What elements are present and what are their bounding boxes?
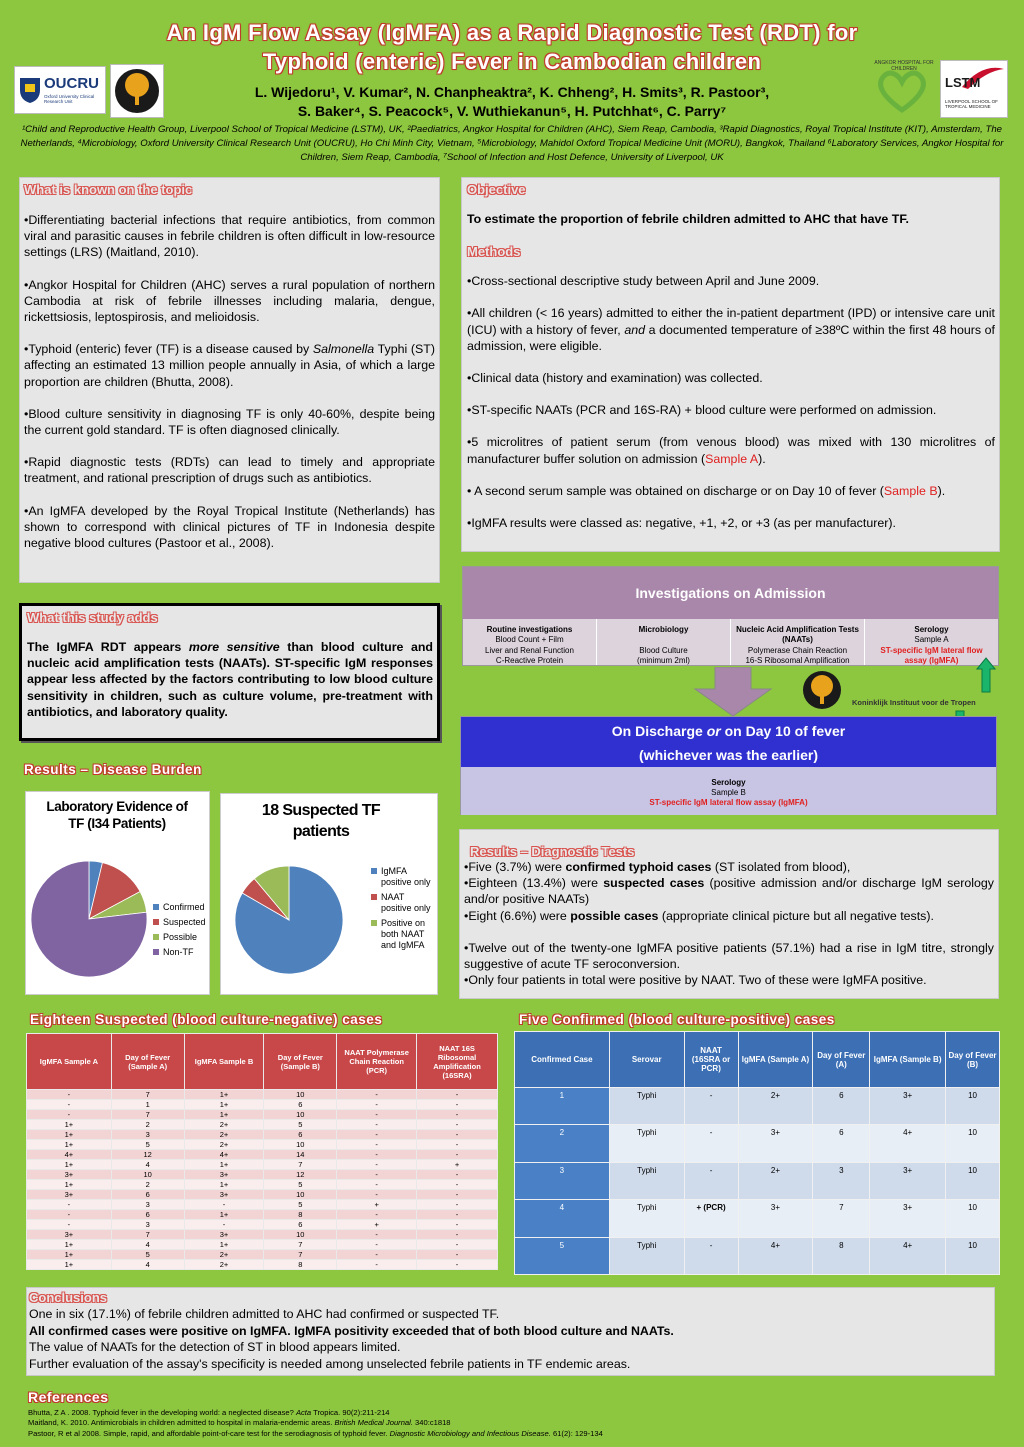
table-cell: 4+ (27, 1150, 112, 1160)
table-cell: - (184, 1200, 264, 1210)
table-cell: 8 (264, 1210, 337, 1220)
reference-item: Bhutta, Z A . 2008. Typhoid fever in the developing world: a neglected disease? Acta Tropica. 90(2):211-214 (28, 1408, 390, 1417)
table-row (27, 1240, 498, 1250)
table-cell: 1+ (184, 1110, 264, 1120)
table-cell: - (337, 1190, 417, 1200)
table-cell: 1+ (27, 1130, 112, 1140)
table-cell: 6 (111, 1190, 184, 1200)
table-cell: Typhi (609, 1125, 684, 1162)
table-cell: 1+ (184, 1160, 264, 1170)
table-cell: 2+ (184, 1120, 264, 1130)
table-cell: 5 (515, 1237, 610, 1274)
adds-heading: What this study adds (27, 610, 158, 625)
table-cell: - (337, 1120, 417, 1130)
table-cell: 3+ (184, 1190, 264, 1200)
table-cell: 4 (111, 1260, 184, 1270)
legend-label: Possible (163, 932, 198, 942)
table-cell: 1+ (27, 1180, 112, 1190)
table-cell: - (337, 1140, 417, 1150)
authors-line-1: L. Wijedoru¹, V. Kumar², N. Chanpheaktra², K. Chheng², H. Smits³, R. Pastoor³, (254, 84, 770, 100)
moru-tree-icon (111, 65, 163, 117)
methods-point-2: •All children (< 16 years) admitted to either the in-patient department (IPD) or intensive care unit (ICU) with a history of fever, and a documented temperature of ≥38ºC within the first 48 hours of admission, were eligible. (467, 306, 995, 353)
suspected-heading: Eighteen Suspected (blood culture-negative) cases (30, 1012, 383, 1027)
chart-suspected-patients (220, 793, 438, 995)
confirmed-header: Confirmed Case (515, 1032, 610, 1088)
chart-laboratory-evidence (25, 791, 210, 995)
table-row (27, 1140, 498, 1150)
confirmed-table (514, 1031, 1000, 1275)
legend-label: Suspected (163, 917, 206, 927)
table-cell: 5 (111, 1250, 184, 1260)
table-row (27, 1190, 498, 1200)
table-cell: 1+ (27, 1160, 112, 1170)
table-cell: 3+ (870, 1088, 946, 1125)
suspected-header: NAAT 16S Ribosomal Amplification (16SRA) (417, 1034, 498, 1090)
table-cell: - (337, 1260, 417, 1270)
table-cell: - (417, 1240, 498, 1250)
adds-text: The IgMFA RDT appears more sensitive than blood culture and nucleic acid amplification tests (NAATs). ST-specific IgM responses appear less affected by the factors contributing to low blood culture sensitivity in children, such as culture volume, pre-treatment with antibiotics, and laboratory quality. (27, 640, 433, 719)
oucru-logo-subtext: Oxford University Clinical Research Unit (44, 94, 95, 104)
table-cell: - (27, 1100, 112, 1110)
table-cell: 3+ (738, 1200, 813, 1237)
ahc-logo-text: ANGKOR HOSPITAL FOR CHILDREN (874, 60, 934, 72)
ahc-logo (862, 58, 942, 122)
table-cell: 10 (264, 1110, 337, 1120)
legend-item (371, 918, 435, 951)
authors (170, 83, 854, 121)
table-cell: 10 (264, 1140, 337, 1150)
table-cell: - (417, 1170, 498, 1180)
table-cell: 3 (111, 1220, 184, 1230)
suspected-table (26, 1033, 498, 1270)
chart-2-title: 18 Suspected TF patients (261, 802, 381, 840)
table-cell: 3 (515, 1162, 610, 1199)
table-cell: 7 (111, 1090, 184, 1100)
table-cell: 1+ (184, 1090, 264, 1100)
table-cell: - (27, 1210, 112, 1220)
table-cell: 4+ (870, 1125, 946, 1162)
table-cell: 14 (264, 1150, 337, 1160)
title-line-2: Typhoid (enteric) Fever in Cambodian children (262, 49, 762, 74)
table-cell: 3 (111, 1130, 184, 1140)
table-cell: 6 (264, 1100, 337, 1110)
chart-1-pie (26, 792, 211, 996)
table-row (27, 1100, 498, 1110)
oucru-logo (14, 66, 106, 114)
table-cell: - (417, 1230, 498, 1240)
table-cell: 6 (111, 1210, 184, 1220)
diagnostic-heading: Results – Diagnostic Tests (470, 844, 635, 859)
table-cell: 7 (264, 1250, 337, 1260)
legend-item (153, 917, 206, 928)
legend-swatch (371, 894, 377, 900)
table-cell: - (417, 1090, 498, 1100)
diagnostic-panel (459, 829, 999, 999)
table-cell: - (417, 1200, 498, 1210)
authors-line-2: S. Baker⁴, S. Peacock⁵, V. Wuthiekanun⁵, H. Putchhat⁶, C. Parry⁷ (297, 103, 727, 119)
conclusion-line: One in six (17.1%) of febrile children admitted to AHC had confirmed or suspected TF. (29, 1307, 500, 1321)
table-cell: - (184, 1220, 264, 1230)
methods-point-6: • A second serum sample was obtained on discharge or on Day 10 of fever (Sample B). (467, 483, 946, 498)
diagnostic-point-3: •Eight (6.6%) were possible cases (appropriate clinical picture but all negative tests). (464, 908, 934, 923)
legend-item (153, 947, 206, 958)
methods-point-7: •IgMFA results were classed as: negative, +1, +2, or +3 (as per manufacturer). (467, 516, 896, 531)
table-cell: 4 (111, 1240, 184, 1250)
table-cell: 1+ (27, 1140, 112, 1150)
oxford-crest-icon (18, 76, 42, 104)
table-cell: 4+ (870, 1237, 946, 1274)
objective-heading: Objective (467, 182, 526, 197)
table-cell: 12 (264, 1170, 337, 1180)
table-cell: 3+ (27, 1190, 112, 1200)
confirmed-header: Day of Fever (B) (946, 1032, 1000, 1088)
objective-text: To estimate the proportion of febrile children admitted to AHC that have TF. (467, 212, 909, 226)
table-cell: 7 (111, 1230, 184, 1240)
table-cell: 4+ (738, 1237, 813, 1274)
investigation-column: Nucleic Acid Amplification Tests (NAATs) Polymerase Chain Reaction 16-S Ribosomal Amplification (731, 619, 865, 665)
table-cell: 5 (264, 1200, 337, 1210)
diagnostic-point-1: •Five (3.7%) were confirmed typhoid cases (ST isolated from blood), (464, 860, 851, 874)
table-cell: 3+ (184, 1170, 264, 1180)
suspected-header: IgMFA Sample B (184, 1034, 264, 1090)
table-cell: - (417, 1250, 498, 1260)
table-cell: 4+ (184, 1150, 264, 1160)
table-cell: - (684, 1125, 738, 1162)
suspected-header: IgMFA Sample A (27, 1034, 112, 1090)
table-cell: - (27, 1220, 112, 1230)
table-cell: 3+ (27, 1170, 112, 1180)
table-cell: 10 (946, 1200, 1000, 1237)
confirmed-header: NAAT (16SRA or PCR) (684, 1032, 738, 1088)
table-cell: 3+ (738, 1125, 813, 1162)
conclusions-body (29, 1306, 990, 1372)
table-cell: 10 (264, 1090, 337, 1100)
chart-1-legend (153, 902, 206, 962)
table-cell: 2+ (184, 1140, 264, 1150)
table-cell: - (337, 1160, 417, 1170)
table-cell: 7 (813, 1200, 870, 1237)
table-cell: 1+ (27, 1260, 112, 1270)
table-cell: - (337, 1170, 417, 1180)
adds-panel (19, 603, 440, 741)
legend-label: IgMFA positive only (381, 866, 431, 887)
title-line-1: An IgM Flow Assay (IgMFA) as a Rapid Diagnostic Test (RDT) for (166, 20, 858, 45)
known-panel (19, 177, 440, 583)
table-cell: 10 (946, 1162, 1000, 1199)
kit-label: Koninklijk Instituut voor de Tropen (852, 698, 976, 707)
table-cell: - (337, 1230, 417, 1240)
table-cell: 1 (515, 1088, 610, 1125)
table-cell: 2+ (738, 1162, 813, 1199)
table-cell: - (27, 1110, 112, 1120)
known-point-1: •Differentiating bacterial infections that require antibiotics, from common viral and parasitic causes in febrile children is often difficult in low-resource settings (LRS) (Maitland, 2010). (24, 213, 435, 260)
legend-swatch (371, 920, 377, 926)
table-cell: 7 (264, 1240, 337, 1250)
table-cell: 2+ (738, 1088, 813, 1125)
known-point-4: •Blood culture sensitivity in diagnosing TF is only 40-60%, despite being the current gold standard. TF is often diagnosed clinically. (24, 406, 435, 438)
table-cell: + (PCR) (684, 1200, 738, 1237)
table-cell: Typhi (609, 1200, 684, 1237)
table-cell: 3+ (27, 1230, 112, 1240)
reference-item: Pastoor, R et al 2008. Simple, rapid, and affordable point-of-care test for the serodiagnosis of typhoid fever. Diagnostic Microbiology and Infectious Disease. 61(2): 129-134 (28, 1428, 603, 1438)
table-row (27, 1130, 498, 1140)
table-cell: 4 (111, 1160, 184, 1170)
known-heading: What is known on the topic (24, 182, 193, 197)
chart-1-title: Laboratory Evidence of TF (I34 Patients) (46, 799, 188, 831)
table-row (27, 1250, 498, 1260)
table-cell: 1+ (27, 1120, 112, 1130)
table-cell: 5 (264, 1180, 337, 1190)
table-cell: - (337, 1180, 417, 1190)
table-cell: - (337, 1210, 417, 1220)
table-cell: 1+ (184, 1180, 264, 1190)
table-cell: 1+ (184, 1240, 264, 1250)
legend-swatch (153, 904, 159, 910)
green-up-arrow-icon (976, 657, 996, 693)
table-row (27, 1150, 498, 1160)
table-cell: - (337, 1150, 417, 1160)
table-cell: 2 (515, 1125, 610, 1162)
confirmed-header: IgMFA (Sample A) (738, 1032, 813, 1088)
table-row (515, 1125, 1000, 1162)
table-cell: - (417, 1130, 498, 1140)
known-point-6: •An IgMFA developed by the Royal Tropical Institute (Netherlands) has shown to correspond with clinical pictures of TF in Indonesia despite negative blood cultures (Pastoor et al., 2008). (24, 503, 435, 551)
objective-methods-panel (461, 177, 1000, 552)
table-cell: 12 (111, 1150, 184, 1160)
table-row (27, 1120, 498, 1130)
table-row (27, 1220, 498, 1230)
table-row (27, 1170, 498, 1180)
legend-item (371, 892, 435, 914)
methods-heading: Methods (467, 244, 521, 260)
table-cell: 6 (813, 1088, 870, 1125)
table-cell: 10 (264, 1190, 337, 1200)
diagnostic-point-4: •Twelve out of the twenty-one IgMFA positive patients (57.1%) had a rise in IgM titre, strongly suggestive of acute TF seroconversion. (464, 940, 994, 972)
table-cell: + (417, 1160, 498, 1170)
table-cell: Typhi (609, 1237, 684, 1274)
table-cell: Typhi (609, 1088, 684, 1125)
table-cell: + (337, 1200, 417, 1210)
table-cell: 3+ (184, 1230, 264, 1240)
table-row (27, 1160, 498, 1170)
table-cell: 7 (111, 1110, 184, 1120)
table-cell: - (337, 1250, 417, 1260)
table-cell: 1+ (27, 1250, 112, 1260)
investigations-columns (463, 619, 998, 665)
oucru-logo-text: OUCRU (44, 75, 99, 92)
suspected-header: Day of Fever (Sample B) (264, 1034, 337, 1090)
confirmed-heading: Five Confirmed (blood culture-positive) cases (519, 1012, 835, 1027)
legend-label: Positive on both NAAT and IgMFA (381, 918, 426, 950)
table-cell: 2+ (184, 1260, 264, 1270)
table-cell: + (337, 1220, 417, 1230)
legend-swatch (371, 868, 377, 874)
table-cell: - (684, 1237, 738, 1274)
legend-item (371, 866, 435, 888)
conclusions-heading: Conclusions (29, 1290, 108, 1305)
reference-item: Maitland, K. 2010. Antimicrobials in children admitted to hospital in malaria-endemic areas. British Medical Journal. 340:c1818 (28, 1418, 451, 1428)
legend-swatch (153, 949, 159, 955)
suspected-header: NAAT Polymerase Chain Reaction (PCR) (337, 1034, 417, 1090)
investigation-column: Serology Sample A ST-specific IgM lateral flow assay (IgMFA) (865, 619, 998, 665)
methods-point-4: •ST-specific NAATs (PCR and 16S-RA) + blood culture were performed on admission. (467, 403, 937, 418)
table-cell: - (684, 1162, 738, 1199)
table-cell: Typhi (609, 1162, 684, 1199)
investigation-column: Routine investigations Blood Count + Film Liver and Renal Function C-Reactive Protein (463, 619, 597, 665)
table-cell: - (684, 1088, 738, 1125)
table-cell: 2 (111, 1120, 184, 1130)
confirmed-header: Serovar (609, 1032, 684, 1088)
conclusions-panel (26, 1287, 995, 1376)
references-list (28, 1408, 603, 1439)
table-cell: 10 (946, 1237, 1000, 1274)
table-row (27, 1210, 498, 1220)
table-cell: 8 (264, 1260, 337, 1270)
table-cell: - (417, 1210, 498, 1220)
table-cell: 10 (946, 1125, 1000, 1162)
table-cell: - (417, 1180, 498, 1190)
diagnostic-body (464, 859, 994, 988)
table-cell: 1 (111, 1100, 184, 1110)
table-cell: 6 (813, 1125, 870, 1162)
table-row (515, 1088, 1000, 1125)
diagnostic-point-2: •Eighteen (13.4%) were suspected cases (positive admission and/or discharge IgM serology and/or positive NAATs) (464, 876, 995, 907)
table-row (515, 1237, 1000, 1274)
table-row (27, 1180, 498, 1190)
table-row (27, 1230, 498, 1240)
confirmed-header: Day of Fever (A) (813, 1032, 870, 1088)
flow-down-arrow (693, 667, 773, 717)
table-cell: - (337, 1240, 417, 1250)
conclusion-line: The value of NAATs for the detection of ST in blood appears limited. (29, 1340, 401, 1354)
table-cell: - (337, 1110, 417, 1120)
table-cell: 3 (813, 1162, 870, 1199)
table-cell: 3 (111, 1200, 184, 1210)
table-cell: - (417, 1220, 498, 1230)
table-row (515, 1200, 1000, 1237)
table-cell: - (337, 1130, 417, 1140)
table-cell: 1+ (27, 1240, 112, 1250)
table-cell: 6 (264, 1220, 337, 1230)
moru-logo (110, 64, 164, 118)
table-cell: 2+ (184, 1250, 264, 1260)
known-point-5: •Rapid diagnostic tests (RDTs) can lead to timely and appropriate treatment, and rational prescription of drugs such as antibiotics. (24, 455, 435, 486)
table-row (27, 1200, 498, 1210)
conclusion-line-bold: All confirmed cases were positive on IgMFA. IgMFA positivity exceeded that of both blood culture and NAATs. (29, 1323, 674, 1338)
table-cell: - (417, 1190, 498, 1200)
conclusion-line: Further evaluation of the assay's specificity is needed among unselected febrile patients in TF endemic areas. (29, 1356, 631, 1371)
table-row (27, 1260, 498, 1270)
table-cell: 10 (111, 1170, 184, 1180)
table-cell: 1+ (184, 1210, 264, 1220)
table-cell: - (417, 1140, 498, 1150)
references-heading: References (28, 1389, 109, 1405)
table-cell: 10 (946, 1088, 1000, 1125)
table-row (515, 1162, 1000, 1199)
table-cell: 6 (264, 1130, 337, 1140)
discharge-box (460, 716, 997, 815)
legend-label: NAAT positive only (381, 892, 431, 913)
methods-body (467, 273, 995, 531)
table-cell: 2 (111, 1180, 184, 1190)
legend-swatch (153, 919, 159, 925)
table-cell: 1+ (184, 1100, 264, 1110)
table-cell: 4 (515, 1200, 610, 1237)
results-burden-heading: Results – Disease Burden (24, 762, 202, 777)
table-cell: - (417, 1120, 498, 1130)
table-cell: - (337, 1090, 417, 1100)
discharge-heading: On Discharge or on Day 10 of fever (whichever was the earlier) (461, 717, 996, 767)
legend-label: Non-TF (163, 947, 194, 957)
methods-point-1: •Cross-sectional descriptive study between April and June 2009. (467, 274, 820, 289)
discharge-serology: Serology Sample B ST-specific IgM lateral flow assay (IgMFA) (461, 767, 996, 815)
affiliations: ¹Child and Reproductive Health Group, Liverpool School of Tropical Medicine (LSTM), UK, ²Paediatrics, Angkor Hospital for Children (AHC), Siem Reap, Cambodia, ³Rapid Diagnostics, Royal Tropical Institute (KIT), Amsterdam, The Netherlands, ⁴Microbiology, Oxford University Clinical Research Unit (OUCRU), Ho Chi Minh City, Vietnam, ⁵Microbiology, Mahidol Oxford Tropical Medicine Unit (MORU), Bangkok, Thailand ⁶Laboratory Services, Angkor Hospital for Children, Siem Reap, Cambodia, ⁷School of Infection and Host Defence, University of Liverpool, UK (20, 124, 1004, 163)
lstm-logo-subtext: LIVERPOOL SCHOOL OF TROPICAL MEDICINE (945, 99, 998, 109)
methods-point-5: •5 microlitres of patient serum (from venous blood) was mixed with 130 microlitres of manufacturer buffer solution on admission (Sample A). (467, 435, 995, 466)
lstm-logo-text: LSTM (945, 75, 981, 90)
table-cell: - (417, 1100, 498, 1110)
table-cell: - (417, 1110, 498, 1120)
legend-item (153, 932, 206, 943)
methods-point-3: •Clinical data (history and examination) was collected. (467, 371, 763, 386)
confirmed-header: IgMFA (Sample B) (870, 1032, 946, 1088)
chart-2-legend (371, 866, 435, 955)
investigation-column: Microbiology Blood Culture (minimum 2ml) (597, 619, 731, 665)
table-cell: 5 (111, 1140, 184, 1150)
table-cell: 7 (264, 1160, 337, 1170)
diagnostic-point-5: •Only four patients in total were positive by NAAT. Two of these were IgMFA positive. (464, 973, 927, 988)
legend-swatch (153, 934, 159, 940)
known-point-3: •Typhoid (enteric) fever (TF) is a disease caused by Salmonella Typhi (ST) affecting an estimated 13 million people annually in Asia, of which a large proportion are children (Bhutta, 2008). (24, 342, 435, 389)
lstm-logo (940, 60, 1008, 118)
table-cell: 3+ (870, 1200, 946, 1237)
known-point-2: •Angkor Hospital for Children (AHC) serves a rural population of northern Cambodia at risk of febrile illnesses including malaria, dengue, rickettsiosis, leptospirosis, and melioidosis. (24, 277, 435, 325)
table-cell: 10 (264, 1230, 337, 1240)
suspected-header: Day of Fever (Sample A) (111, 1034, 184, 1090)
table-row (27, 1090, 498, 1100)
table-cell: - (417, 1150, 498, 1160)
legend-label: Confirmed (163, 902, 205, 912)
table-cell: - (27, 1200, 112, 1210)
known-body (24, 212, 435, 551)
legend-item (153, 902, 206, 913)
table-cell: 8 (813, 1237, 870, 1274)
table-cell: - (27, 1090, 112, 1100)
table-cell: - (417, 1260, 498, 1270)
table-cell: 2+ (184, 1130, 264, 1140)
investigations-heading: Investigations on Admission (463, 567, 998, 619)
table-row (27, 1110, 498, 1120)
table-cell: - (337, 1100, 417, 1110)
table-cell: 3+ (870, 1162, 946, 1199)
investigations-box (462, 566, 999, 666)
table-cell: 5 (264, 1120, 337, 1130)
kit-tree-icon (800, 670, 844, 710)
